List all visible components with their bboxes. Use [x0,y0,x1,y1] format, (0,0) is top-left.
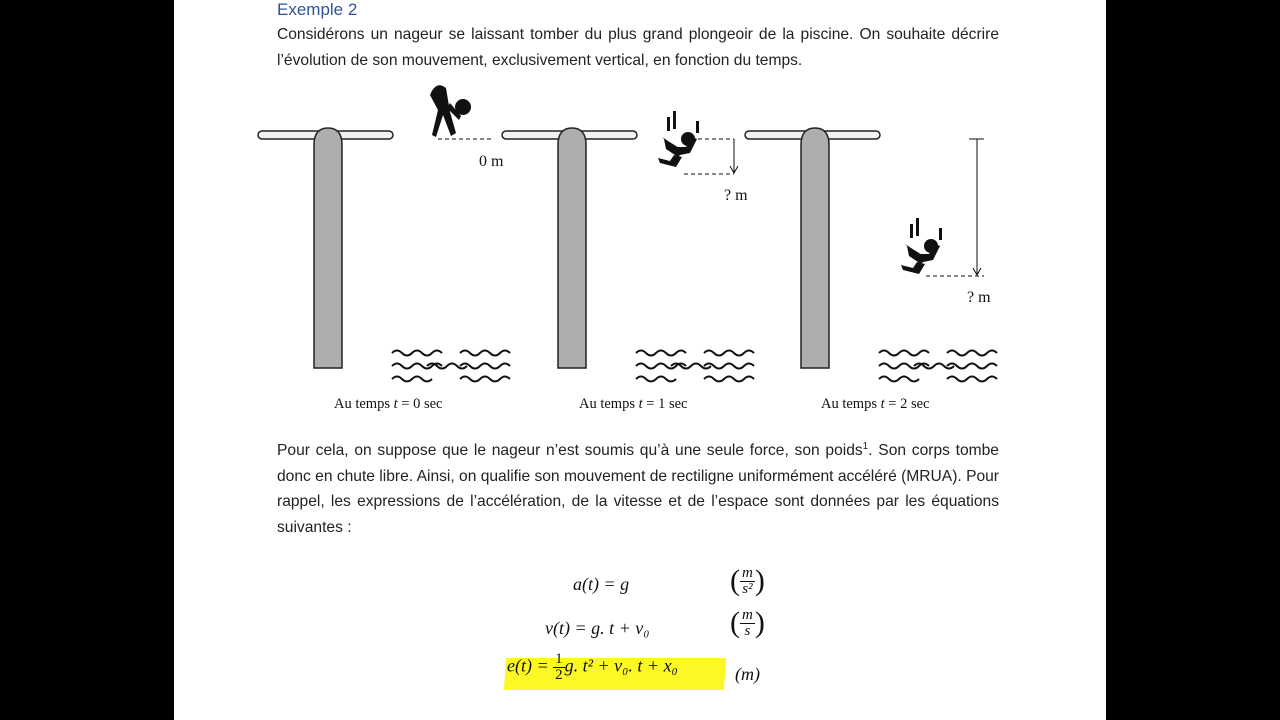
diver-standing-icon [430,85,471,137]
intro-paragraph: Considérons un nageur se laissant tomber du plus grand plongeoir de la piscine. On souhaite décrire l’évolution de son mouvement, exclusivement vertical, en fonction du temps. [277,26,999,69]
unit-space: (m) [735,664,760,684]
example-heading: Exemple 2 [277,0,358,19]
caption-t2: Au temps t = 2 sec [821,396,930,412]
measure-label: ? m [967,289,991,306]
falling-diver-icon [901,218,942,274]
equation-speed: v(t) = g. t + v₀ [545,618,650,638]
measure-label: 0 m [479,153,504,170]
diver-figure [174,0,1106,440]
footnote-ref[interactable]: 1 [862,440,869,452]
measure-label: ? m [724,187,748,204]
equation-acceleration: a(t) = g [573,574,630,594]
caption-t0: Au temps t = 0 sec [334,396,443,412]
panel-t2 [745,128,997,412]
caption-t1: Au temps t = 1 sec [579,396,688,412]
panel-t0 [258,85,510,412]
document-page [174,0,1106,720]
body-paragraph: Pour cela, on suppose que le nageur n’est soumis qu’à une seule force, son poids$^1$. Son corps tombe donc en chute libre. Ainsi, on qualifie son mouvement de rectiligne uniformément accéléré (MRUA). Pour rappel, les expressions de l’accélération, de la vitesse et de l’espace sont données par les équations suivantes : [277,440,1000,536]
panel-t1 [502,111,754,412]
unit-speed: ( $\frac{m}{s}$ ) [730,606,765,639]
equation-space: e(t) = $\frac{1}{2}$ g. t² + v₀. t + x₀ [507,651,678,683]
unit-acceleration: ( $\frac{m}{\text{s²}}$ ) [730,564,765,597]
